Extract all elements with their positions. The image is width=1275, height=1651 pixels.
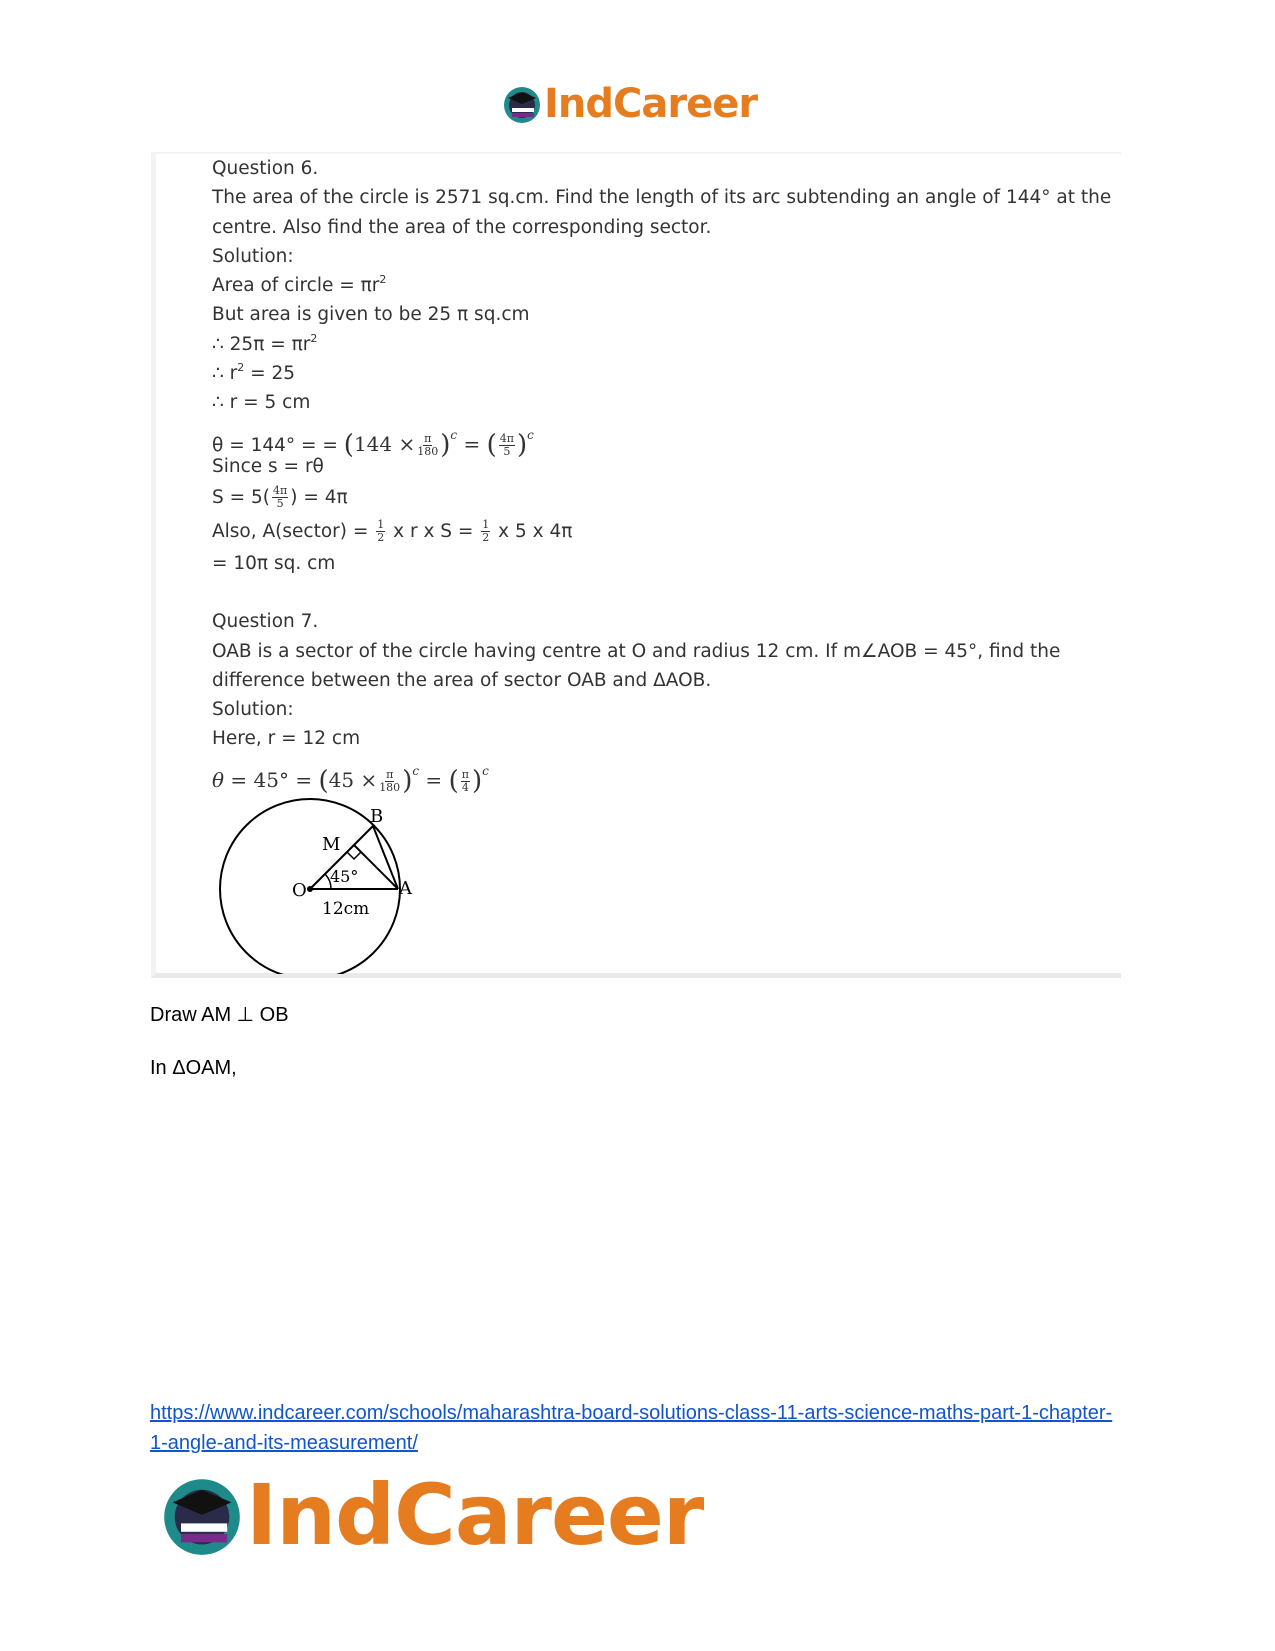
angle-label: 45° (330, 867, 359, 886)
q6-solution-label: Solution: (212, 245, 294, 267)
q6-area-formula: Area of circle = $\pi r^2$ (212, 273, 387, 297)
q7-heading: Question 7. (212, 611, 319, 633)
indcareer-logo-top (502, 80, 757, 128)
q6-theta-conversion: θ = 144° = = (144 × $\frac{\pi}{180}$ )$^c$ = ( $\frac{4\pi}{5}$ )$^c$ (212, 427, 534, 460)
q6-result: = 10π sq. cm (212, 552, 336, 574)
q6-step2: ∴ $r^2 = 25$ (212, 361, 296, 385)
indcareer-logo-bottom (160, 1466, 704, 1564)
logo-text: IndCareer (544, 81, 758, 127)
body-line-perpendicular: Draw AM ⊥ OB (150, 1004, 289, 1026)
label-a: A (399, 878, 412, 899)
label-o: O (292, 880, 307, 901)
q6-step3: ∴ r = 5 cm (212, 392, 311, 414)
radius-label: 12cm (322, 899, 370, 919)
q7-theta-conversion: θ = 45° = (45 × $\frac{\pi}{180}$ )$^c$ = ( $\frac{\pi}{4}$ )$^c$ (212, 763, 489, 796)
q6-arc-length: S = 5( $\frac{4\pi}{5}$ ) = 4π (212, 484, 348, 511)
source-link[interactable]: https://www.indcareer.com/schools/maharashtra-board-solutions-class-11-arts-science-maths-part-1-chapter-1-angle-and-its-measurement/ (150, 1402, 1113, 1454)
body-line-triangle: In ΔOAM, (150, 1057, 237, 1079)
q6-statement-line2: centre. Also find the area of the corresponding sector. (212, 216, 712, 238)
q7-statement-line2: difference between the area of sector OAB and ΔAOB. (212, 669, 712, 691)
label-m: M (322, 834, 341, 855)
solution-text (212, 154, 1112, 796)
q6-since: Since s = rθ (212, 455, 324, 477)
q7-radius: Here, r = 12 cm (212, 728, 361, 750)
sector-diagram (216, 792, 436, 974)
label-b: B (370, 806, 384, 827)
q7-statement-line1: OAB is a sector of the circle having centre at O and radius 12 cm. If m∠AOB = 45°, find the (212, 640, 1061, 662)
solution-screenshot (151, 152, 1121, 978)
q6-heading: Question 6. (212, 158, 319, 179)
graduation-cap-icon (160, 1473, 244, 1557)
logo-text: IndCareer (246, 1466, 704, 1564)
q6-statement-line1: The area of the circle is 2571 sq.cm. Find the length of its arc subtending an angle of 144° at the (212, 187, 1112, 209)
q6-area-sector: Also, A(sector) = $\frac{1}{2}$ x r x S = $\frac{1}{2}$ x 5 x 4π (212, 518, 573, 545)
right-angle-mark (347, 845, 361, 859)
graduation-cap-icon (502, 84, 542, 124)
center-point (307, 886, 313, 892)
q6-step1: ∴ $25\pi = \pi r^2$ (212, 331, 318, 355)
q6-given-area: But area is given to be 25 π sq.cm (212, 304, 530, 326)
q7-solution-label: Solution: (212, 699, 294, 721)
